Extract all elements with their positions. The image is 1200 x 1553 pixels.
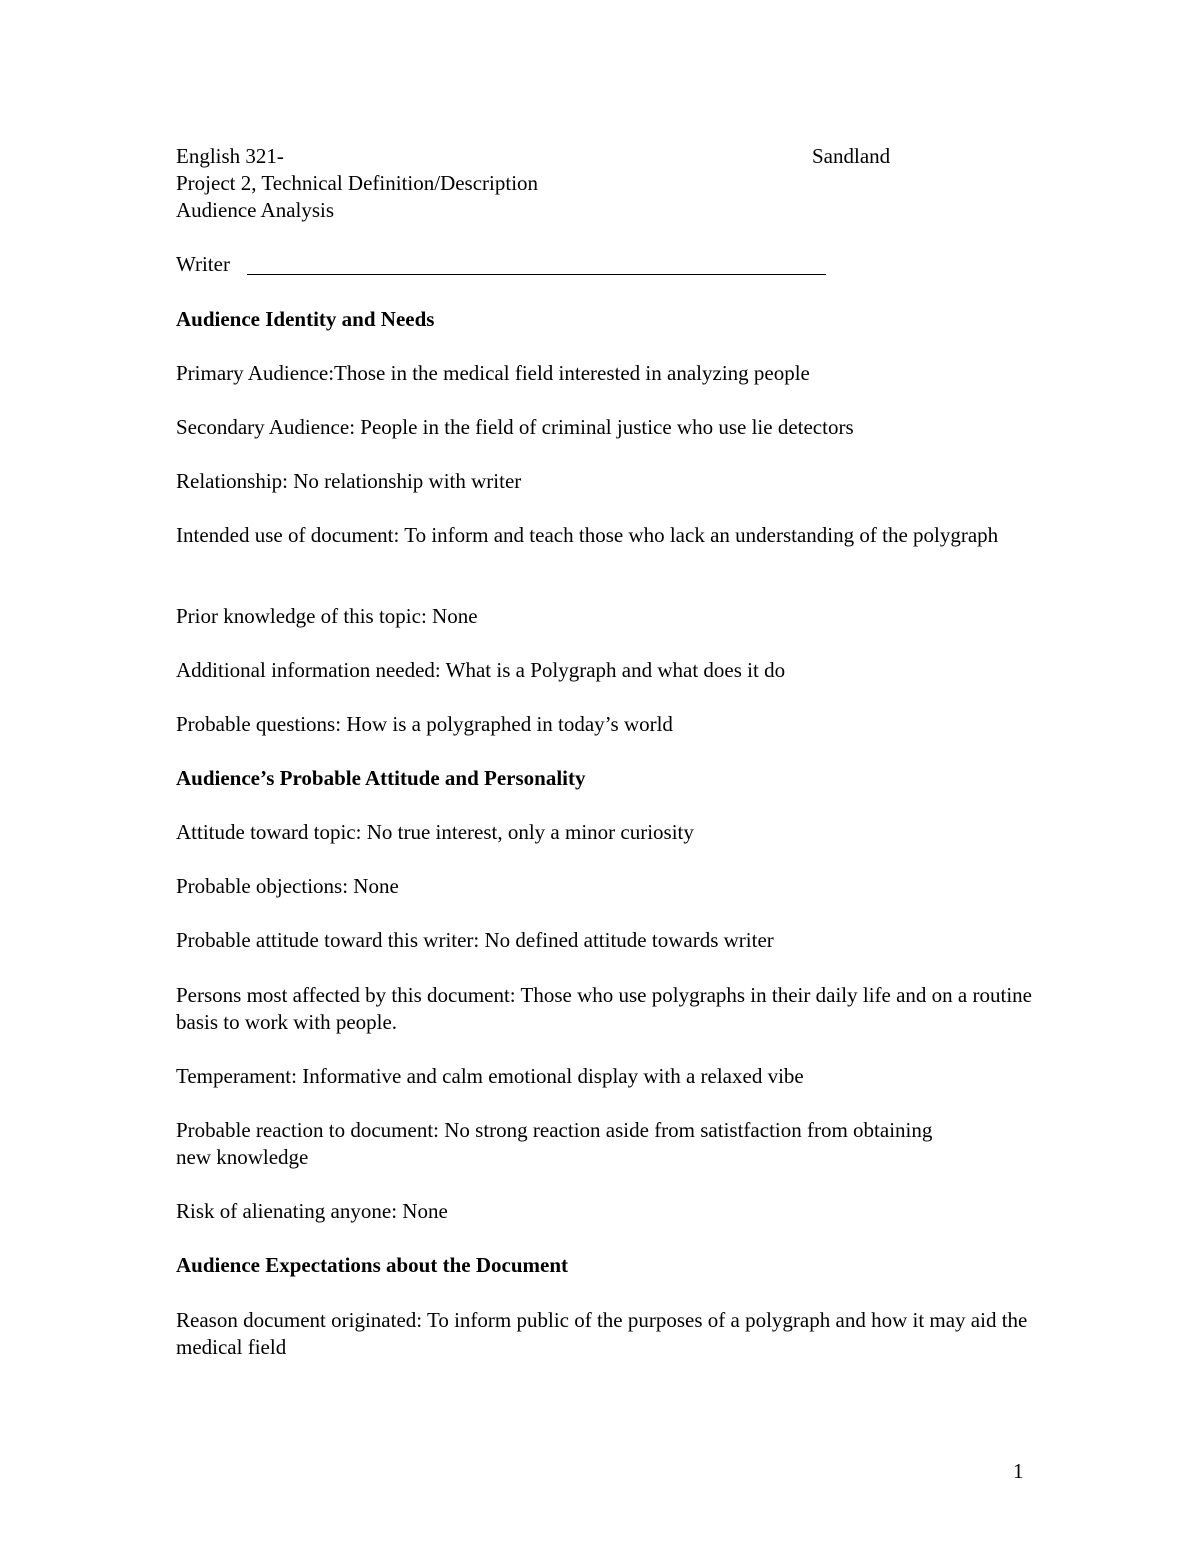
writer-field[interactable] (247, 274, 826, 275)
probable-questions: Probable questions: How is a polygraphed in today’s world (176, 712, 673, 736)
primary-audience: Primary Audience:Those in the medical field interested in analyzing people (176, 361, 810, 385)
document-title: Audience Analysis (176, 198, 335, 222)
attitude-topic: Attitude toward topic: No true interest, only a minor curiosity (176, 820, 694, 844)
temperament: Temperament: Informative and calm emotional display with a relaxed vibe (176, 1064, 804, 1088)
reason-originated: Reason document originated: To inform public of the purposes of a polygraph and how it may aid the medical field (176, 1308, 1028, 1359)
probable-objections: Probable objections: None (176, 874, 399, 898)
project-title: Project 2, Technical Definition/Description (176, 171, 539, 195)
instructor-name: Sandland (812, 144, 891, 168)
section-heading-expectations: Audience Expectations about the Document (176, 1253, 568, 1277)
persons-affected: Persons most affected by this document: Those who use polygraphs in their daily life and on a routine basis to work with people. (176, 983, 1032, 1034)
risk-alienating: Risk of alienating anyone: None (176, 1199, 448, 1223)
attitude-writer: Probable attitude toward this writer: No defined attitude towards writer (176, 928, 774, 952)
secondary-audience: Secondary Audience: People in the field of criminal justice who use lie detectors (176, 415, 854, 439)
course-title: English 321- (176, 144, 284, 168)
page-number: 1 (1013, 1459, 1024, 1483)
probable-reaction: Probable reaction to document: No strong reaction aside from satistfaction from obtaining new knowledge (176, 1118, 933, 1169)
section-heading-identity: Audience Identity and Needs (176, 307, 435, 331)
intended-use: Intended use of document: To inform and teach those who lack an understanding of the polygraph (176, 523, 999, 547)
writer-label: Writer (176, 252, 230, 276)
additional-info: Additional information needed: What is a Polygraph and what does it do (176, 658, 786, 682)
prior-knowledge: Prior knowledge of this topic: None (176, 604, 478, 628)
section-heading-attitude: Audience’s Probable Attitude and Personality (176, 766, 586, 790)
relationship: Relationship: No relationship with writer (176, 469, 522, 493)
